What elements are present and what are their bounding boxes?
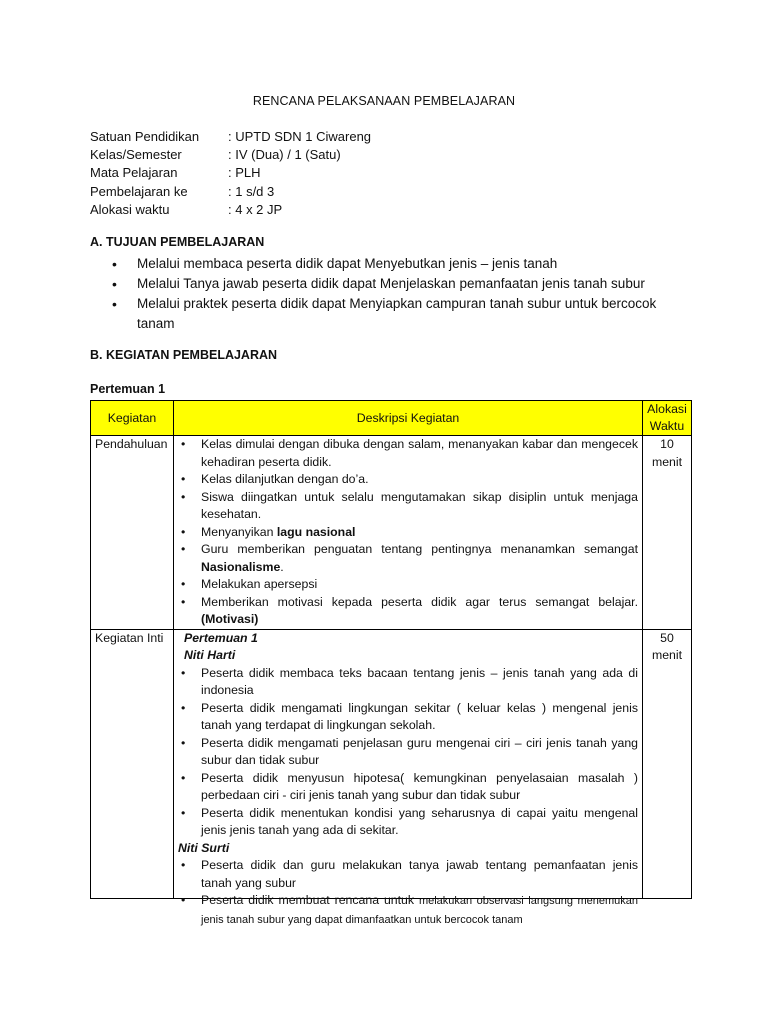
header-kegiatan: Kegiatan [91, 401, 174, 436]
description-list [178, 436, 638, 629]
list-item: • Peserta didik dan guru melakukan tanya jawab tentang pemanfaatan jenis tanah yang subur [178, 857, 638, 892]
list-item [178, 594, 638, 629]
meta-key: Pembelajaran ke [90, 183, 188, 199]
list-item: • Peserta didik mengamati penjelasan guru mengenai ciri – ciri jenis tanah yang subur dan tidak subur [178, 735, 638, 770]
goal-item: • Melalui praktek peserta didik dapat Menyiapkan campuran tanah subur untuk bercocok tanam [110, 294, 670, 334]
meta-row [90, 183, 371, 201]
activities-table [90, 400, 692, 926]
item-text: Peserta didik membuat rencana untuk [201, 893, 419, 907]
list-item: • Kelas dilanjutkan dengan do’a. [178, 471, 638, 489]
activity-label: Pendahuluan [91, 436, 174, 630]
list-item [178, 524, 638, 542]
meta-row [90, 146, 371, 164]
meta-key: Kelas/Semester [90, 147, 182, 163]
list-item: • Peserta didik membaca teks bacaan tentang jenis – jenis tanah yang ada di indonesia [178, 665, 638, 700]
activity-description [174, 629, 643, 926]
description-list [178, 857, 638, 929]
item-text: Menyanyikan [201, 524, 277, 539]
time-unit: menit [651, 648, 683, 662]
goal-item: • Melalui Tanya jawab peserta didik dapat Menjelaskan pemanfaatan jenis tanah subur [110, 274, 670, 294]
header-deskripsi: Deskripsi Kegiatan [174, 401, 643, 436]
list-item: • Melakukan apersepsi [178, 576, 638, 594]
goals-list [110, 254, 670, 334]
description-list [178, 665, 638, 840]
activity-time [643, 629, 692, 898]
list-item: • Siswa diingatkan untuk selalu mengutamakan sikap disiplin untuk menjaga kesehatan. [178, 489, 638, 524]
list-item [178, 892, 638, 929]
list-item: • Peserta didik menentukan kondisi yang seharusnya di capai yaitu mengenal jenis jenis tanah yang ada di sekitar. [178, 805, 638, 840]
meta-key: Satuan Pendidikan [90, 129, 200, 144]
time-unit: menit [651, 454, 683, 469]
list-item: • Kelas dimulai dengan dibuka dengan salam, menanyakan kabar dan mengecek kehadiran peserta didik. [178, 436, 638, 471]
activity-description [174, 436, 643, 630]
document-title: RENCANA PELAKSANAAN PEMBELAJARAN [252, 94, 516, 108]
item-bold-text: (Motivasi) [201, 612, 259, 626]
meta-row [90, 128, 371, 146]
header-alokasi-line1: Alokasi [647, 402, 687, 416]
item-small-text: melakukan observasi langsung menemukan jenis tanah subur yang dapat dimanfaatkan untuk bercocok tanam [201, 895, 639, 926]
meta-row [90, 164, 371, 182]
section-b-heading: B. KEGIATAN PEMBELAJARAN [90, 348, 278, 362]
meta-value: : 1 s/d 3 [228, 183, 275, 199]
item-bold-text: lagu nasional [276, 524, 356, 539]
meta-key: Mata Pelajaran [90, 165, 178, 181]
header-alokasi-line2: Waktu [649, 419, 685, 433]
activity-label: Kegiatan Inti [91, 629, 174, 898]
item-bold-text: Nasionalisme [201, 559, 281, 574]
meeting-label: Pertemuan 1 [90, 382, 166, 396]
description-clip [178, 630, 639, 926]
header-alokasi [643, 401, 692, 436]
item-text: . [280, 559, 284, 574]
goal-item: • Melalui membaca peserta didik dapat Menyebutkan jenis – jenis tanah [110, 254, 670, 274]
meta-key: Alokasi waktu [90, 201, 170, 217]
item-text: Guru memberikan penguatan tentang pentingnya menanamkan semangat [201, 542, 638, 556]
item-text: Memberikan motivasi kepada peserta didik agar terus semangat belajar. [201, 594, 638, 609]
meta-value: : IV (Dua) / 1 (Satu) [228, 147, 341, 163]
section-a-heading: A. TUJUAN PEMBELAJARAN [90, 235, 265, 249]
list-item: • Peserta didik menyusun hipotesa( kemungkinan penyelasaian masalah ) perbedaan ciri - ciri jenis tanah yang subur dan tidak subur [178, 770, 638, 805]
time-value: 50 [660, 630, 674, 645]
table-header-row [91, 401, 692, 436]
activity-time [643, 436, 692, 630]
sub-heading: Niti Surti [178, 840, 230, 855]
meta-row [90, 201, 371, 219]
table-row [91, 436, 692, 630]
table-row [91, 629, 692, 898]
meta-value: : 4 x 2 JP [228, 201, 283, 217]
identity-block [90, 128, 371, 219]
sub-heading: Pertemuan 1 [184, 630, 258, 645]
time-value: 10 [660, 437, 674, 451]
list-item: • Peserta didik mengamati lingkungan sekitar ( keluar kelas ) mengenal jenis tanah yang terdapat di lingkungan sekolah. [178, 700, 638, 735]
list-item [178, 541, 638, 576]
meta-value: : PLH [228, 165, 261, 181]
sub-heading: Niti Harti [184, 648, 236, 662]
meta-value: : UPTD SDN 1 Ciwareng [228, 129, 372, 144]
